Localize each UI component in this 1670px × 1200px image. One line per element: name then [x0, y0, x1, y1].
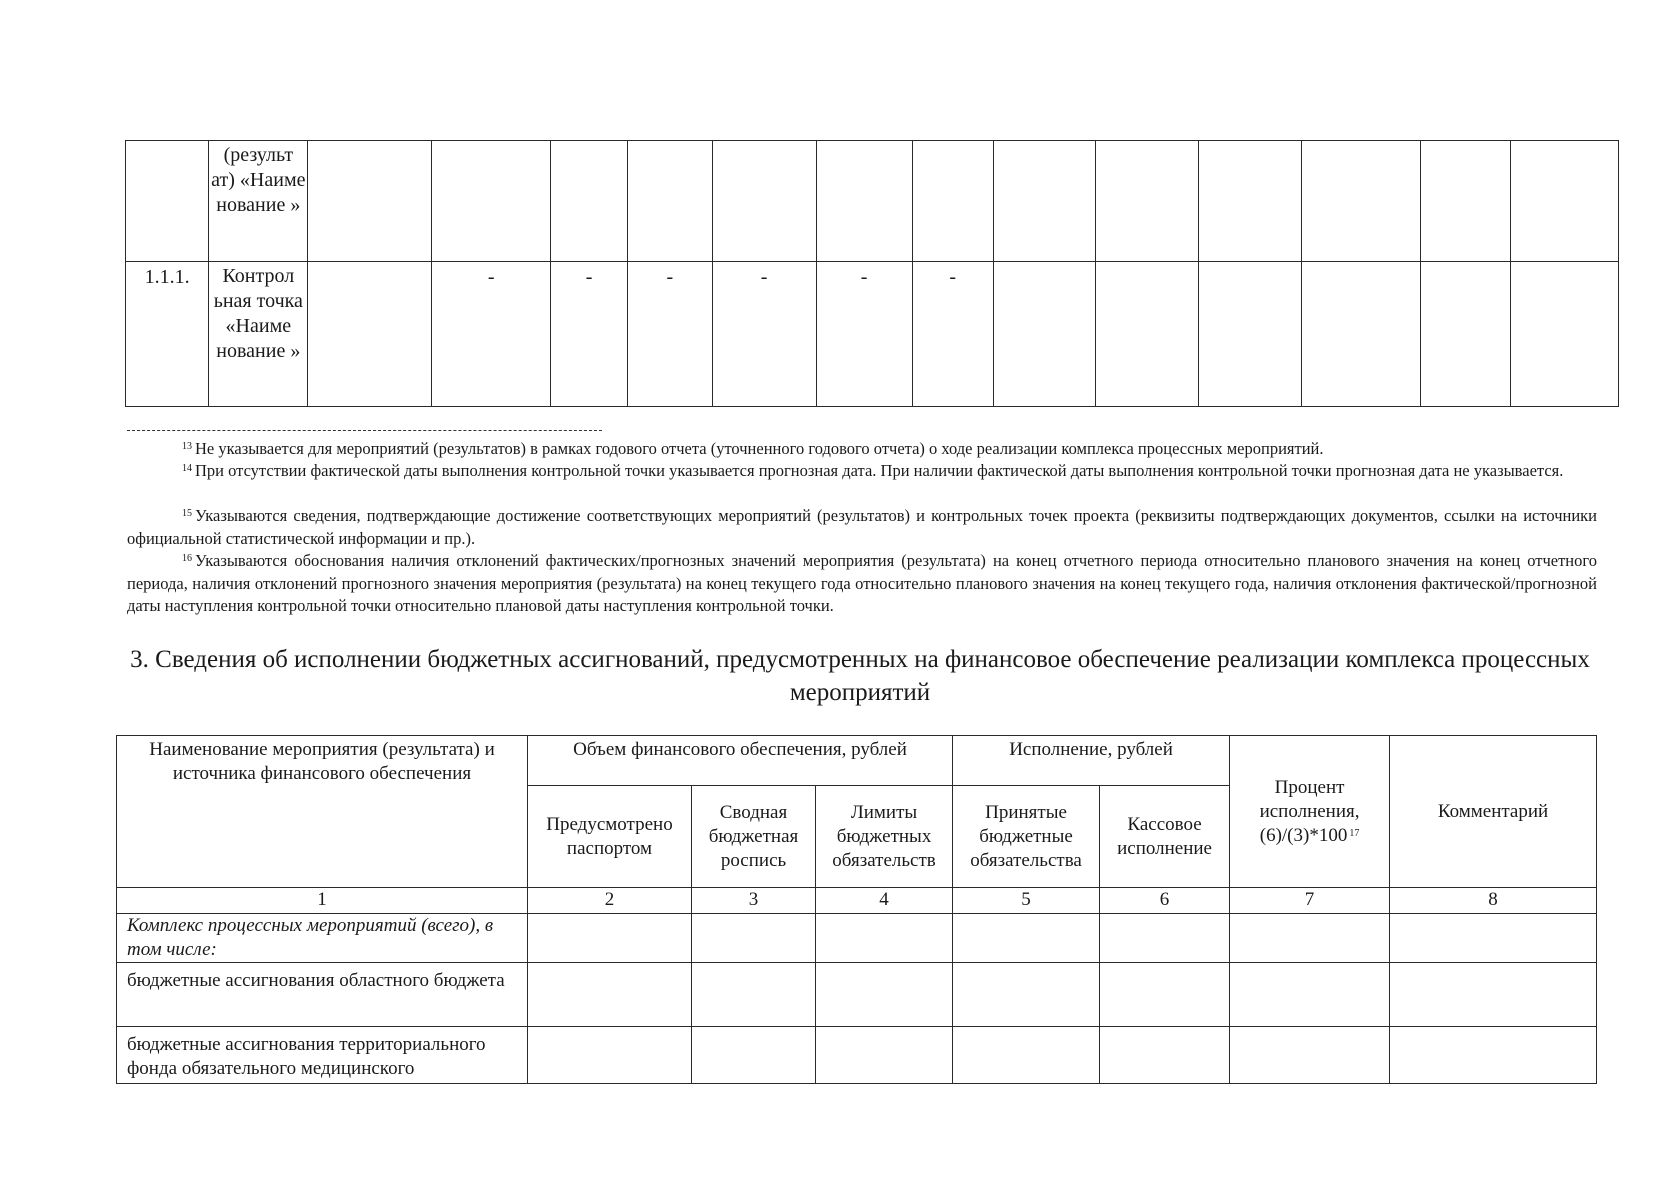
row-number: 1.1.1.: [126, 262, 209, 407]
table-row: [117, 963, 1597, 1027]
header-passport: Предусмотрено паспортом: [528, 786, 692, 888]
section-title: 3. Сведения об исполнении бюджетных ассигнований, предусмотренных на финансовое обеспечение реализации комплекса процессных мероприятий: [130, 646, 1590, 706]
header-cash: Кассовое исполнение: [1100, 786, 1230, 888]
top-table: [125, 140, 1619, 407]
control-point-name-cell: Контрол ьная точка «Наиме нование »: [209, 262, 308, 407]
table-row: [126, 141, 1619, 262]
table-row: [117, 1027, 1597, 1084]
dash-cell: -: [712, 262, 816, 407]
header-name: Наименование мероприятия (результата) и источника финансового обеспечения: [117, 736, 528, 888]
header-summary: Сводная бюджетная роспись: [692, 786, 816, 888]
header-volume: Объем финансового обеспечения, рублей: [528, 736, 953, 786]
table-row: [117, 914, 1597, 963]
dash-cell: -: [432, 262, 551, 407]
table-header-row: [117, 736, 1597, 786]
column-number: 3: [692, 888, 816, 914]
header-execution: Исполнение, рублей: [953, 736, 1230, 786]
row-label: бюджетные ассигнования областного бюджета: [117, 963, 528, 1027]
header-percent: Процент исполнения, (6)/(3)*100 $^{17}$: [1230, 736, 1390, 888]
column-number: 4: [816, 888, 953, 914]
dash-cell: -: [912, 262, 993, 407]
budget-table: [116, 735, 1597, 1084]
dash-cell: -: [551, 262, 628, 407]
footnote-separator: [127, 430, 602, 431]
column-number: 7: [1230, 888, 1390, 914]
header-limits: Лимиты бюджетных обязательств: [816, 786, 953, 888]
dash-cell: -: [816, 262, 912, 407]
footnote-13: $^{13}$ Не указывается для мероприятий (результатов) в рамках годового отчета (уточненного годового отчета) о ходе реализации комплекса процессных мероприятий.: [182, 439, 1324, 458]
column-number: 1: [117, 888, 528, 914]
column-number-row: [117, 888, 1597, 914]
column-number: 5: [953, 888, 1100, 914]
row-label: бюджетные ассигнования территориального фонда обязательного медицинского: [117, 1027, 528, 1084]
column-number: 2: [528, 888, 692, 914]
column-number: 6: [1100, 888, 1230, 914]
footnote-15: $^{15}$ Указываются сведения, подтверждающие достижение соответствующих мероприятий (результатов) и контрольных точек проекта (реквизиты подтверждающих документов, ссылки на источники официальной статистической информации и пр.).: [127, 506, 1597, 548]
footnote-14: $^{14}$ При отсутствии фактической даты выполнения контрольной точки указывается прогнозная дата. При наличии фактической даты выполнения контрольной точки прогнозная дата не указывается.: [182, 461, 1564, 480]
dash-cell: -: [628, 262, 712, 407]
result-name-cell: (результ ат) «Наиме нование »: [209, 141, 308, 262]
footnote-16: $^{16}$ Указываются обоснования наличия отклонений фактических/прогнозных значений мероприятия (результата) на конец отчетного периода относительно планового значения на конец отчетного периода, наличия отклонений прогнозного значения мероприятия (результата) на конец текущего года относительно планового значения на конец текущего года, наличия отклонения фактической/прогнозной даты наступления контрольной точки относительно плановой даты наступления контрольной точки.: [127, 551, 1597, 615]
header-accepted: Принятые бюджетные обязательства: [953, 786, 1100, 888]
row-label: Комплекс процессных мероприятий (всего), в том числе:: [117, 914, 528, 963]
header-comment: Комментарий: [1390, 736, 1597, 888]
table-row: [126, 262, 1619, 407]
column-number: 8: [1390, 888, 1597, 914]
